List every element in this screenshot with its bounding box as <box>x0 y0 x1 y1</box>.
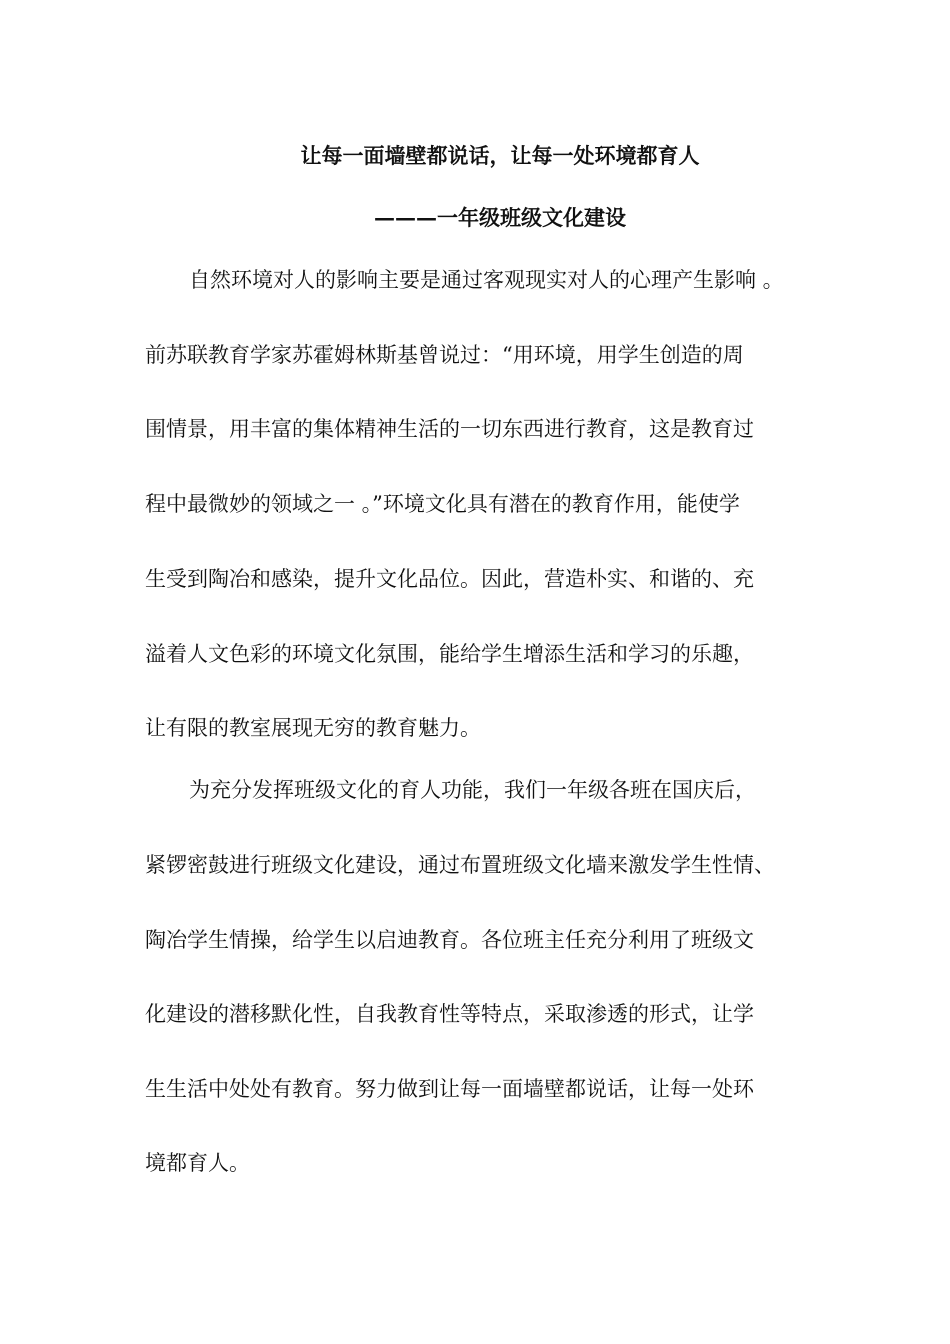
paragraph-line: 陶冶学生情操，给学生以启迪教育。各位班主任充分利用了班级文 <box>145 928 754 952</box>
paragraph-line: 溢着人文色彩的环境文化氛围，能给学生增添生活和学习的乐趣， <box>145 642 754 666</box>
paragraph-line: 生受到陶冶和感染，提升文化品位。因此，营造朴实、和谐的、充 <box>145 567 754 591</box>
document-subtitle: ———一年级班级文化建设 <box>374 205 626 230</box>
paragraph-line: 让有限的教室展现无穷的教育魅力。 <box>145 716 481 740</box>
paragraph-line: 围情景，用丰富的集体精神生活的一切东西进行教育，这是教育过 <box>145 417 754 441</box>
paragraph-line: 程中最微妙的领域之一 。”环境文化具有潜在的教育作用，能使学 <box>145 492 740 516</box>
paragraph-line: 境都育人。 <box>145 1151 250 1175</box>
paragraph-line: 生生活中处处有教育。努力做到让每一面墙壁都说话，让每一处环 <box>145 1077 754 1101</box>
paragraph-line: 为充分发挥班级文化的育人功能，我们一年级各班在国庆后， <box>189 778 756 802</box>
paragraph-line: 自然环境对人的影响主要是通过客观现实对人的心理产生影响 。 <box>189 268 784 292</box>
paragraph-line: 化建设的潜移默化性，自我教育性等特点，采取渗透的形式，让学 <box>145 1002 754 1026</box>
paragraph-line: 前苏联教育学家苏霍姆林斯基曾说过：“用环境，用学生创造的周 <box>145 343 744 367</box>
paragraph-line: 紧锣密鼓进行班级文化建设，通过布置班级文化墙来激发学生性情、 <box>145 853 775 877</box>
document-title: 让每一面墙壁都说话，让每一处环境都育人 <box>300 143 700 168</box>
